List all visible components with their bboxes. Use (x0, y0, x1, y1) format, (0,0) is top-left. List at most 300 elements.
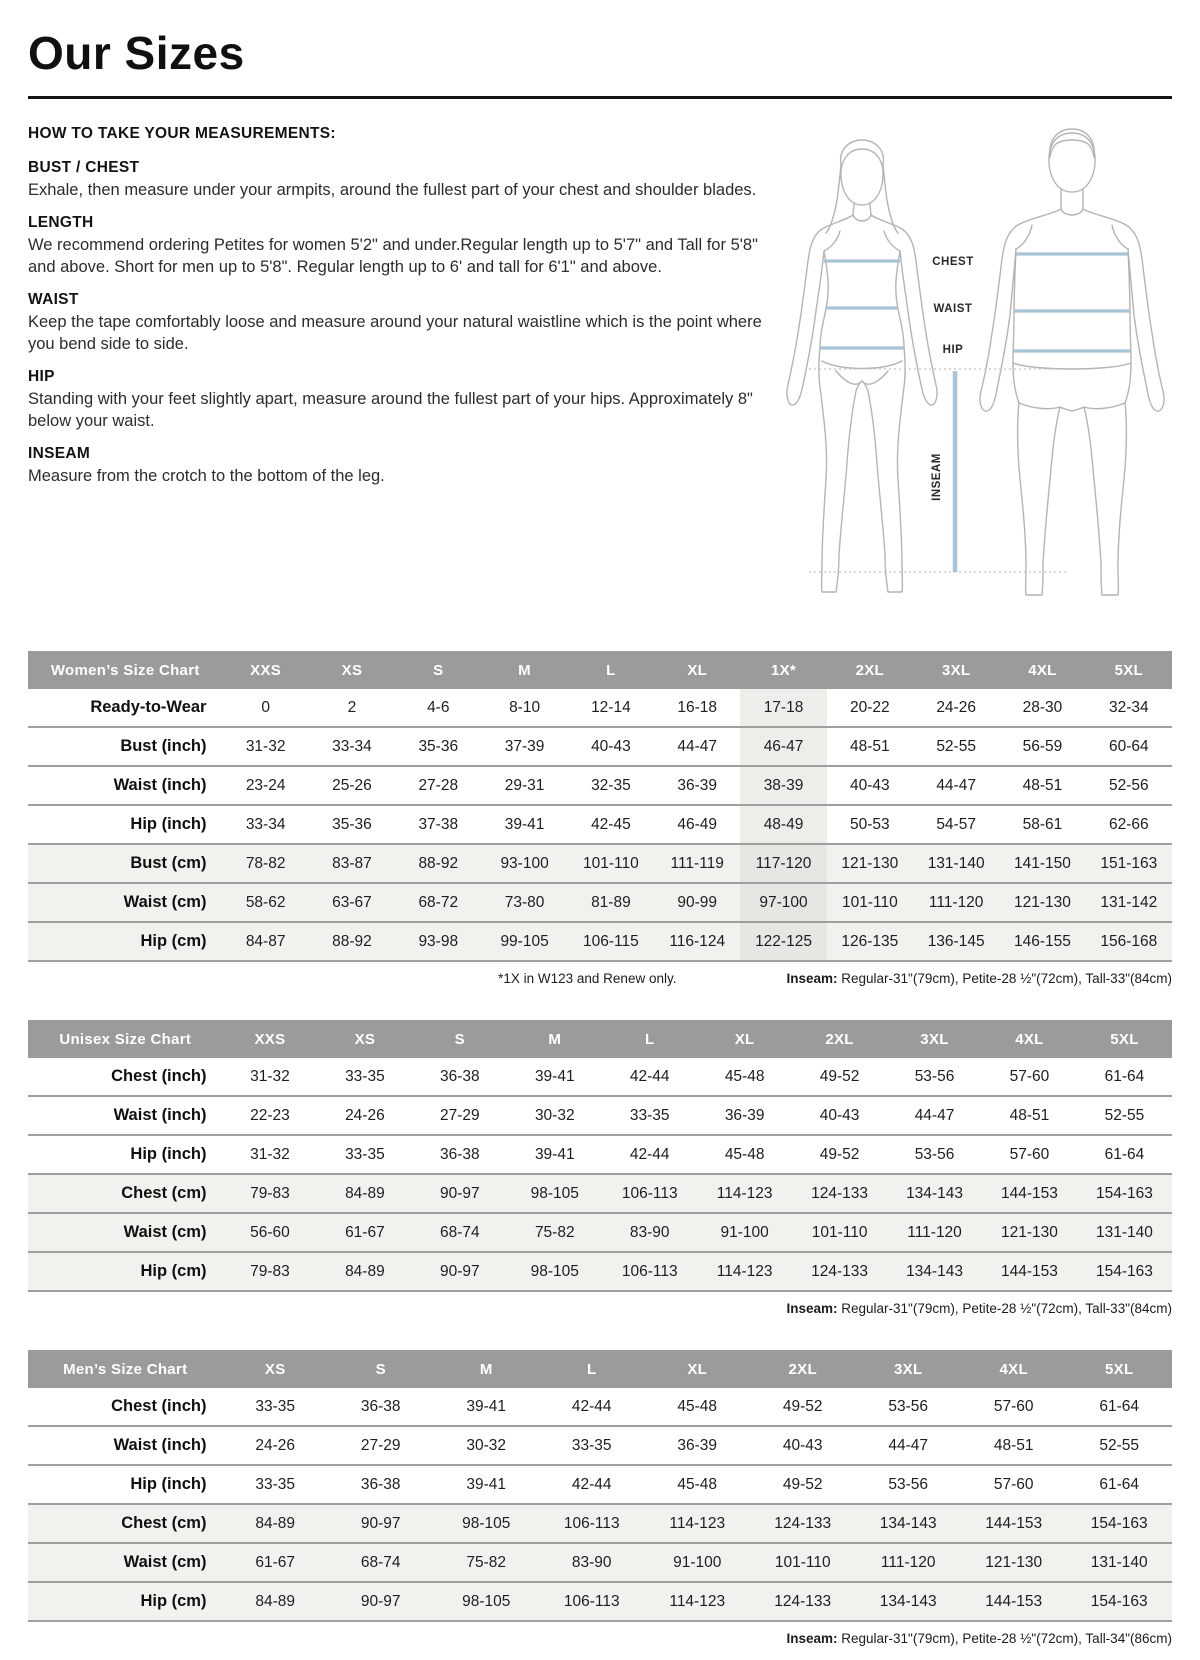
size-cell: 73-80 (481, 883, 567, 922)
size-cell: 75-82 (433, 1543, 539, 1582)
size-cell: 124-133 (750, 1504, 856, 1543)
size-cell: 12-14 (591, 698, 631, 716)
size-cell: 93-100 (481, 844, 567, 883)
size-cell: 121-130 (999, 883, 1085, 922)
size-cell: 75-82 (507, 1213, 602, 1252)
size-cell: 28-30 (1022, 698, 1063, 716)
size-cell: 154-163 (1077, 1252, 1172, 1291)
size-cell: 35-36 (418, 737, 459, 755)
col-header-l: L (568, 651, 654, 689)
size-cell: 39-41 (504, 815, 545, 833)
size-cell: 83-90 (539, 1543, 645, 1582)
size-cell: 36-38 (360, 1397, 401, 1415)
size-cell: 39-41 (466, 1475, 507, 1493)
size-cell: 114-123 (644, 1582, 750, 1621)
col-header-s: S (395, 651, 481, 689)
size-cell: 131-140 (1066, 1543, 1172, 1582)
measurement-instructions (28, 125, 776, 488)
col-header-5xl: 5XL (1066, 1350, 1172, 1388)
size-cell: 36-38 (440, 1145, 480, 1163)
size-cell: 101-110 (568, 844, 654, 883)
size-cell: 101-110 (792, 1213, 887, 1252)
size-cell: 44-47 (888, 1436, 929, 1454)
size-cell: 0 (261, 698, 270, 716)
row-label: Waist (inch) (113, 1436, 207, 1454)
size-cell: 52-55 (936, 737, 976, 755)
size-cell: 33-35 (629, 1106, 670, 1124)
table-footnotes (28, 971, 1172, 986)
size-cell: 33-35 (255, 1475, 296, 1493)
size-cell: 56-59 (1022, 737, 1063, 755)
size-cell: 83-87 (309, 844, 395, 883)
size-cell: 48-51 (993, 1436, 1034, 1454)
header-row (28, 1350, 1172, 1388)
size-cell: 134-143 (887, 1174, 982, 1213)
size-cell: 144-153 (961, 1582, 1067, 1621)
size-cell: 78-82 (222, 844, 308, 883)
col-header-xs: XS (222, 1350, 328, 1388)
table-row (28, 1465, 1172, 1504)
size-cell: 42-45 (591, 815, 631, 833)
row-label: Waist (inch) (113, 1106, 207, 1124)
size-cell: 24-26 (255, 1436, 296, 1454)
size-cell: 35-36 (332, 815, 372, 833)
size-cell: 144-153 (982, 1252, 1077, 1291)
size-cell: 30-32 (466, 1436, 507, 1454)
size-cell: 106-113 (539, 1504, 645, 1543)
size-cell: 57-60 (993, 1397, 1034, 1415)
size-cell: 30-32 (534, 1106, 575, 1124)
size-cell: 114-123 (644, 1504, 750, 1543)
row-label: Waist (inch) (113, 776, 207, 794)
footnote-inseam: Inseam: Regular-31"(79cm), Petite-28 ½"(72cm), Tall-33"(84cm) (786, 1301, 1172, 1316)
size-cell: 61-67 (317, 1213, 412, 1252)
size-cell: 98-105 (507, 1174, 602, 1213)
row-label: Hip (inch) (130, 815, 207, 833)
section-body: Exhale, then measure under your armpits, around the fullest part of your chest and shoulder blades. (28, 181, 757, 199)
col-header-5xl: 5XL (1086, 651, 1172, 689)
size-cell: 49-52 (782, 1397, 823, 1415)
measurement-diagram (762, 119, 1182, 609)
col-header-m: M (433, 1350, 539, 1388)
size-cell: 98-105 (433, 1582, 539, 1621)
size-cell: 99-105 (481, 922, 567, 961)
col-header-4xl: 4XL (961, 1350, 1067, 1388)
size-cell: 60-64 (1108, 737, 1149, 755)
row-label: Chest (inch) (111, 1397, 207, 1415)
table-row (28, 1582, 1172, 1621)
size-cell: 46-49 (677, 815, 718, 833)
section-title: HIP (28, 368, 55, 386)
col-header-l: L (539, 1350, 645, 1388)
col-header-2xl: 2XL (792, 1020, 887, 1058)
header-row (28, 651, 1172, 689)
size-cell: 144-153 (961, 1504, 1067, 1543)
table-row (28, 1252, 1172, 1291)
size-cell: 37-39 (504, 737, 545, 755)
size-cell: 90-97 (412, 1252, 507, 1291)
size-cell: 90-99 (654, 883, 740, 922)
size-cell: 97-100 (740, 883, 826, 922)
size-cell: 122-125 (740, 922, 826, 961)
size-cell: 111-119 (654, 844, 740, 883)
row-label: Hip (inch) (130, 1475, 207, 1493)
row-label: Bust (cm) (28, 844, 222, 883)
table-row (28, 1096, 1172, 1135)
col-header-xxs: XXS (222, 1020, 317, 1058)
size-cell: 39-41 (534, 1145, 575, 1163)
section-body: Keep the tape comfortably loose and measure around your natural waistline which is the point where you bend side to side. (28, 313, 762, 353)
size-cell: 58-61 (1022, 815, 1063, 833)
size-cell: 27-28 (418, 776, 459, 794)
size-cell: 106-115 (568, 922, 654, 961)
size-cell: 31-32 (250, 1145, 290, 1163)
chest-label: CHEST (932, 256, 974, 268)
size-cell: 84-89 (222, 1582, 328, 1621)
size-cell: 52-56 (1108, 776, 1149, 794)
section-body: Standing with your feet slightly apart, measure around the fullest part of your hips. Approximately 8" below your waist. (28, 390, 753, 430)
size-cell: 33-34 (332, 737, 372, 755)
unisex-size-chart-block (28, 1020, 1172, 1316)
size-cell: 39-41 (466, 1397, 507, 1415)
mens-size-chart (28, 1350, 1172, 1622)
size-cell: 124-133 (750, 1582, 856, 1621)
row-label: Chest (cm) (28, 1174, 222, 1213)
size-cell: 79-83 (222, 1174, 317, 1213)
size-cell: 146-155 (999, 922, 1085, 961)
size-cell: 131-142 (1086, 883, 1172, 922)
size-cell: 61-64 (1099, 1475, 1140, 1493)
size-cell: 111-120 (855, 1543, 961, 1582)
col-header-xl: XL (654, 651, 740, 689)
size-cell: 27-29 (360, 1436, 401, 1454)
table-row (28, 1058, 1172, 1096)
size-cell: 20-22 (850, 698, 890, 716)
size-cell: 58-62 (222, 883, 308, 922)
size-cell: 2 (347, 698, 357, 716)
measurement-intro-area (28, 125, 1172, 617)
hip-label: HIP (942, 344, 964, 356)
size-cell: 57-60 (993, 1475, 1034, 1493)
size-cell: 83-90 (602, 1213, 697, 1252)
size-cell: 136-145 (913, 922, 999, 961)
size-cell: 84-89 (317, 1252, 412, 1291)
size-cell: 42-44 (629, 1145, 670, 1163)
womens-size-chart-block (28, 651, 1172, 986)
col-header-m: M (507, 1020, 602, 1058)
size-cell: 48-51 (850, 737, 890, 755)
size-cell: 40-43 (591, 737, 631, 755)
size-cell: 88-92 (395, 844, 481, 883)
row-label: Ready-to-Wear (90, 698, 207, 716)
col-header-m: M (481, 651, 567, 689)
size-cell: 141-150 (999, 844, 1085, 883)
col-header-1x: 1X* (740, 651, 826, 689)
size-cell: 131-140 (1077, 1213, 1172, 1252)
col-header-3xl: 3XL (913, 651, 999, 689)
size-cell: 38-39 (740, 766, 826, 805)
size-cell: 61-67 (222, 1543, 328, 1582)
size-cell: 84-87 (222, 922, 308, 961)
table-row (28, 1426, 1172, 1465)
instruction-section-length (28, 214, 776, 278)
size-cell: 37-38 (418, 815, 459, 833)
size-cell: 53-56 (914, 1067, 955, 1085)
size-cell: 91-100 (697, 1213, 792, 1252)
size-cell: 121-130 (982, 1213, 1077, 1252)
size-cell: 154-163 (1066, 1582, 1172, 1621)
size-cell: 61-64 (1104, 1145, 1145, 1163)
size-cell: 124-133 (792, 1174, 887, 1213)
size-cell: 154-163 (1077, 1174, 1172, 1213)
size-cell: 61-64 (1099, 1397, 1140, 1415)
row-label: Waist (cm) (28, 883, 222, 922)
size-cell: 106-113 (602, 1252, 697, 1291)
size-cell: 98-105 (433, 1504, 539, 1543)
col-header-4xl: 4XL (982, 1020, 1077, 1058)
size-cell: 40-43 (782, 1436, 823, 1454)
row-label: Waist (cm) (28, 1543, 222, 1582)
size-cell: 88-92 (309, 922, 395, 961)
size-cell: 27-29 (440, 1106, 480, 1124)
instruction-section-inseam (28, 445, 776, 487)
size-cell: 52-55 (1104, 1106, 1145, 1124)
size-cell: 144-153 (982, 1174, 1077, 1213)
table-row (28, 1504, 1172, 1543)
size-cell: 36-39 (724, 1106, 765, 1124)
size-cell: 117-120 (740, 844, 826, 883)
col-header-xs: XS (317, 1020, 412, 1058)
size-cell: 90-97 (328, 1582, 434, 1621)
size-cell: 8-10 (509, 698, 541, 716)
section-title: BUST / CHEST (28, 159, 140, 176)
size-cell: 90-97 (412, 1174, 507, 1213)
row-label: Waist (cm) (28, 1213, 222, 1252)
size-cell: 25-26 (332, 776, 372, 794)
size-cell: 90-97 (328, 1504, 434, 1543)
size-cell: 79-83 (222, 1252, 317, 1291)
instruction-section-hip (28, 368, 776, 432)
size-cell: 154-163 (1066, 1504, 1172, 1543)
col-header-xl: XL (697, 1020, 792, 1058)
size-cell: 48-51 (1022, 776, 1063, 794)
size-cell: 121-130 (827, 844, 913, 883)
size-cell: 33-35 (345, 1067, 385, 1085)
womens-size-chart (28, 651, 1172, 962)
size-cell: 48-51 (1009, 1106, 1050, 1124)
table-row (28, 1388, 1172, 1426)
table-footnotes (28, 1631, 1172, 1646)
table-row (28, 1135, 1172, 1174)
table-footnotes (28, 1301, 1172, 1316)
table-row (28, 727, 1172, 766)
waist-label: WAIST (933, 303, 973, 315)
size-cell: 16-18 (677, 698, 718, 716)
size-cell: 24-26 (936, 698, 976, 716)
size-cell: 40-43 (819, 1106, 860, 1124)
size-cell: 57-60 (1009, 1145, 1050, 1163)
size-cell: 29-31 (504, 776, 545, 794)
col-header-xs: XS (309, 651, 395, 689)
section-body: Measure from the crotch to the bottom of the leg. (28, 467, 385, 486)
size-cell: 52-55 (1099, 1436, 1140, 1454)
size-cell: 106-113 (602, 1174, 697, 1213)
body-measurement-illustration (762, 119, 1182, 609)
size-cell: 33-35 (255, 1397, 296, 1415)
row-label: Hip (inch) (130, 1145, 207, 1163)
size-cell: 49-52 (782, 1475, 823, 1493)
footnote-inseam: Inseam: Regular-31"(79cm), Petite-28 ½"(72cm), Tall-34"(86cm) (786, 1631, 1172, 1646)
size-cell: 81-89 (568, 883, 654, 922)
size-cell: 42-44 (571, 1397, 612, 1415)
size-cell: 4-6 (427, 698, 450, 716)
size-cell: 39-41 (534, 1067, 575, 1085)
title-divider (28, 96, 1172, 99)
col-header-s: S (412, 1020, 507, 1058)
size-cell: 23-24 (245, 776, 286, 794)
size-cell: 42-44 (629, 1067, 670, 1085)
size-cell: 32-34 (1108, 698, 1149, 716)
page-title: Our Sizes (28, 27, 245, 79)
size-cell: 17-18 (740, 689, 826, 727)
size-cell: 121-130 (961, 1543, 1067, 1582)
size-cell: 33-34 (245, 815, 286, 833)
unisex-size-chart (28, 1020, 1172, 1292)
section-title: INSEAM (28, 445, 91, 463)
size-cell: 151-163 (1086, 844, 1172, 883)
size-cell: 46-47 (740, 727, 826, 766)
instruction-section-waist (28, 291, 776, 355)
size-cell: 40-43 (850, 776, 890, 794)
instructions-heading: HOW TO TAKE YOUR MEASUREMENTS: (28, 125, 336, 142)
size-cell: 36-39 (677, 776, 718, 794)
size-cell: 63-67 (309, 883, 395, 922)
table-row (28, 1543, 1172, 1582)
size-cell: 53-56 (888, 1475, 929, 1493)
col-header-3xl: 3XL (855, 1350, 961, 1388)
size-cell: 24-26 (345, 1106, 385, 1124)
size-cell: 44-47 (914, 1106, 955, 1124)
size-cell: 36-38 (440, 1067, 480, 1085)
size-tables (28, 651, 1172, 1646)
size-cell: 126-135 (827, 922, 913, 961)
row-label: Hip (cm) (28, 1252, 222, 1291)
size-cell: 54-57 (936, 815, 976, 833)
size-cell: 31-32 (245, 737, 286, 755)
size-cell: 131-140 (913, 844, 999, 883)
size-cell: 42-44 (571, 1475, 612, 1493)
table-row (28, 689, 1172, 727)
size-cell: 68-72 (395, 883, 481, 922)
size-cell: 33-35 (345, 1145, 385, 1163)
size-cell: 49-52 (819, 1145, 860, 1163)
size-cell: 106-113 (539, 1582, 645, 1621)
size-cell: 111-120 (913, 883, 999, 922)
col-header-3xl: 3XL (887, 1020, 982, 1058)
size-cell: 31-32 (250, 1067, 290, 1085)
size-cell: 84-89 (222, 1504, 328, 1543)
size-cell: 156-168 (1086, 922, 1172, 961)
size-cell: 93-98 (395, 922, 481, 961)
header-row (28, 1020, 1172, 1058)
row-label: Bust (inch) (120, 737, 207, 755)
col-header-5xl: 5XL (1077, 1020, 1172, 1058)
table-row (28, 805, 1172, 844)
table-title: Men’s Size Chart (28, 1350, 222, 1388)
size-cell: 116-124 (654, 922, 740, 961)
size-cell: 33-35 (571, 1436, 612, 1454)
size-cell: 53-56 (914, 1145, 955, 1163)
size-cell: 84-89 (317, 1174, 412, 1213)
size-cell: 134-143 (887, 1252, 982, 1291)
col-header-s: S (328, 1350, 434, 1388)
size-cell: 45-48 (677, 1475, 718, 1493)
instruction-section-bust-chest (28, 159, 776, 201)
size-cell: 134-143 (855, 1504, 961, 1543)
size-cell: 36-39 (677, 1436, 718, 1454)
table-row (28, 766, 1172, 805)
size-cell: 114-123 (697, 1252, 792, 1291)
size-cell: 44-47 (677, 737, 718, 755)
inseam-label: INSEAM (931, 453, 943, 501)
size-cell: 68-74 (328, 1543, 434, 1582)
table-title: Women’s Size Chart (28, 651, 222, 689)
size-cell: 22-23 (250, 1106, 290, 1124)
size-cell: 56-60 (222, 1213, 317, 1252)
male-figure (980, 129, 1164, 595)
size-cell: 61-64 (1104, 1067, 1145, 1085)
size-cell: 91-100 (644, 1543, 750, 1582)
size-cell: 62-66 (1108, 815, 1149, 833)
size-cell: 111-120 (887, 1213, 982, 1252)
row-label: Chest (cm) (28, 1504, 222, 1543)
col-header-xxs: XXS (222, 651, 308, 689)
size-cell: 50-53 (850, 815, 890, 833)
size-cell: 114-123 (697, 1174, 792, 1213)
size-cell: 36-38 (360, 1475, 401, 1493)
size-cell: 101-110 (827, 883, 913, 922)
size-cell: 57-60 (1009, 1067, 1050, 1085)
row-label: Chest (inch) (111, 1067, 207, 1085)
footnote-inseam: Inseam: Regular-31"(79cm), Petite-28 ½"(72cm), Tall-33"(84cm) (786, 971, 1172, 986)
col-header-4xl: 4XL (999, 651, 1085, 689)
col-header-2xl: 2XL (827, 651, 913, 689)
size-cell: 45-48 (724, 1067, 765, 1085)
size-cell: 49-52 (819, 1067, 860, 1085)
col-header-2xl: 2XL (750, 1350, 856, 1388)
size-cell: 32-35 (591, 776, 631, 794)
footnote-asterisk: *1X in W123 and Renew only. (498, 971, 677, 986)
row-label: Hip (cm) (28, 1582, 222, 1621)
size-cell: 134-143 (855, 1582, 961, 1621)
size-cell: 45-48 (677, 1397, 718, 1415)
instruction-sections (28, 159, 776, 488)
section-body: We recommend ordering Petites for women 5'2" and under.Regular length up to 5'7" and Tall for 5'8" and above. Short for men up to 5'8". Regular length up to 6' and tall for 6'1" and above. (28, 236, 758, 276)
table-title: Unisex Size Chart (28, 1020, 222, 1058)
table-row (28, 844, 1172, 883)
section-title: WAIST (28, 291, 79, 309)
female-figure (787, 140, 937, 592)
mens-size-chart-block (28, 1350, 1172, 1646)
size-cell: 101-110 (750, 1543, 856, 1582)
col-header-l: L (602, 1020, 697, 1058)
col-header-xl: XL (644, 1350, 750, 1388)
row-label: Hip (cm) (28, 922, 222, 961)
size-cell: 45-48 (724, 1145, 765, 1163)
table-row (28, 922, 1172, 961)
size-cell: 68-74 (412, 1213, 507, 1252)
size-cell: 53-56 (888, 1397, 929, 1415)
